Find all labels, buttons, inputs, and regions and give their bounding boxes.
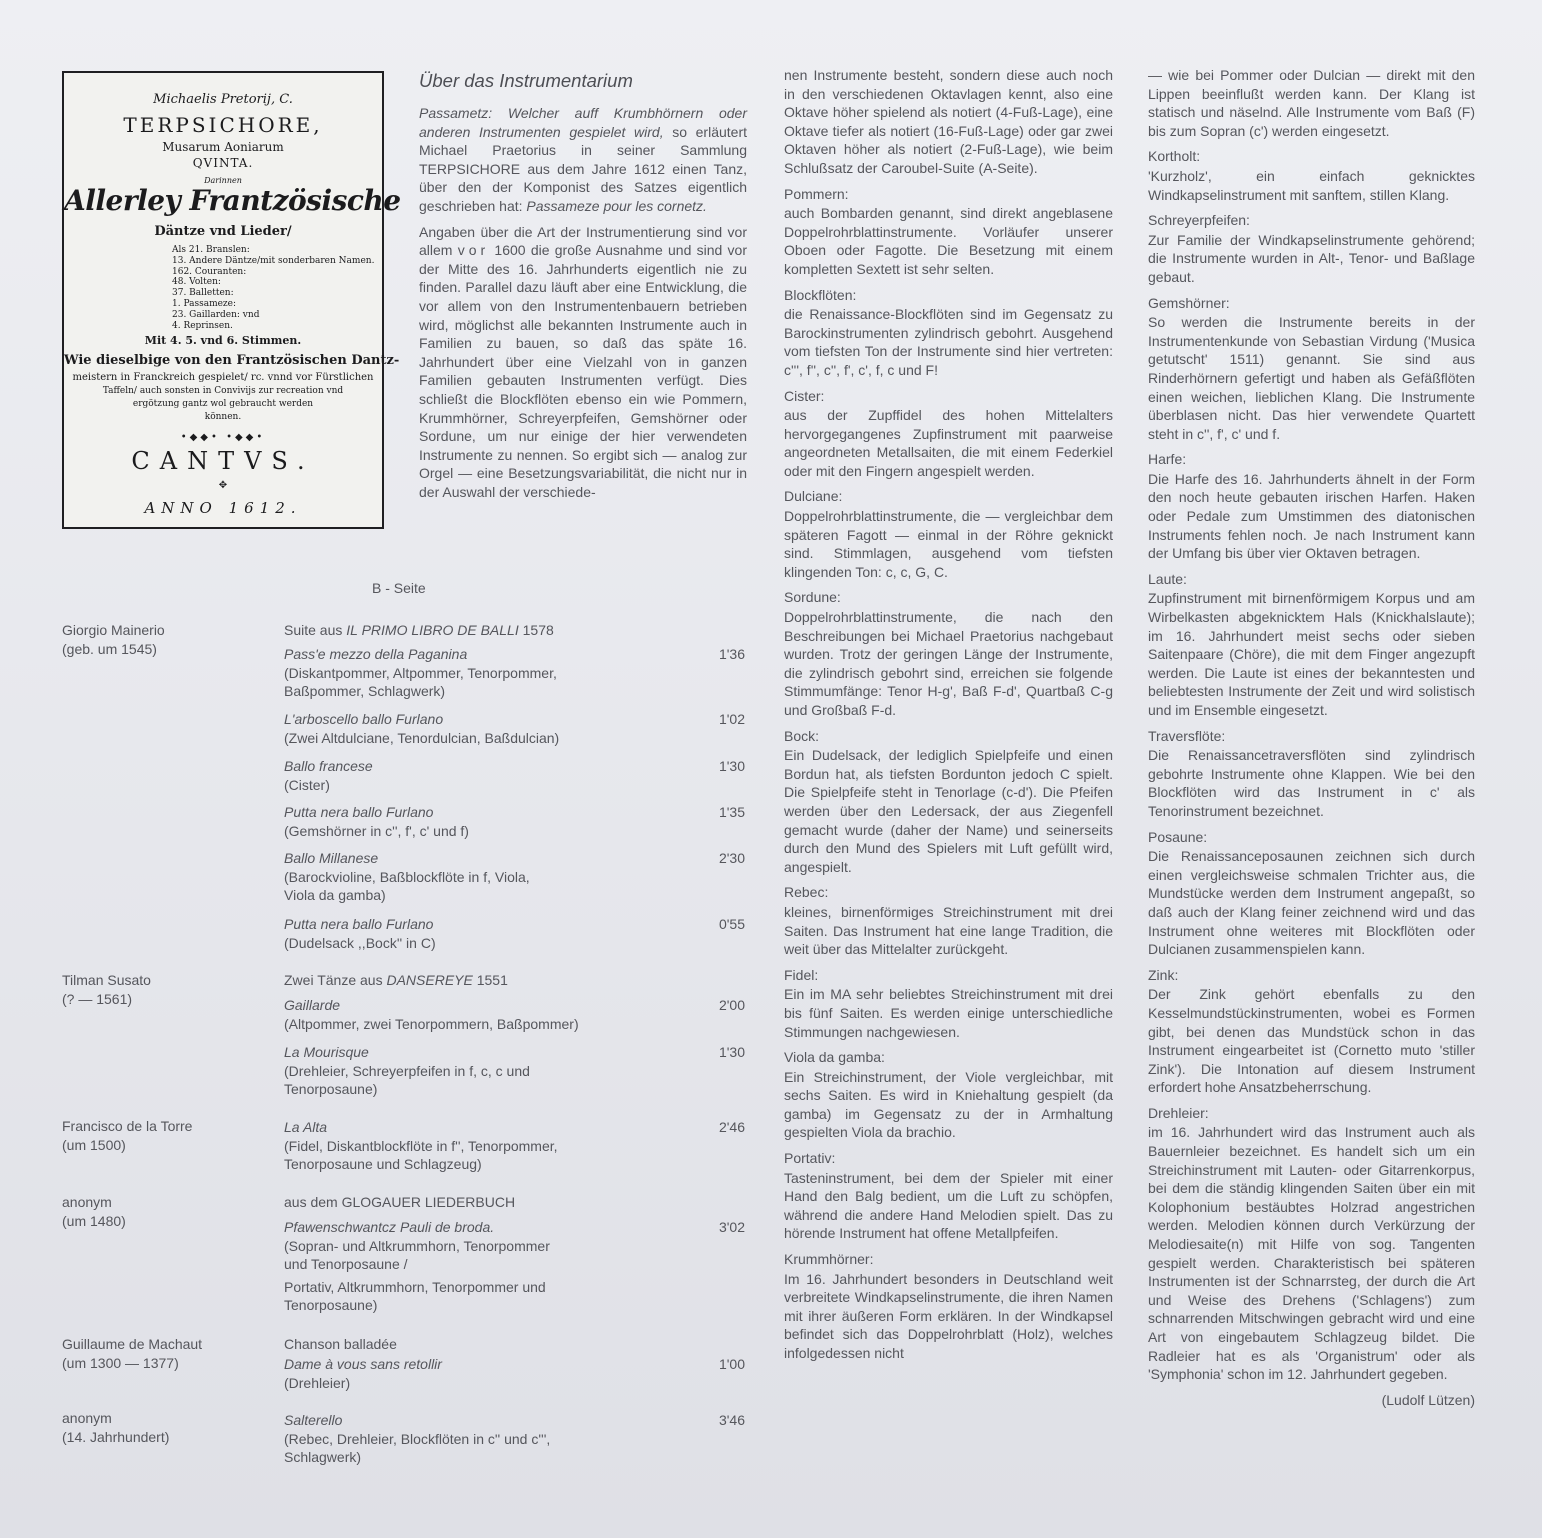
- instrument-description: die Renaissance-Blockflöten sind im Gegensatz zu Barockinstrumenten zylindrisch gebohrt. Ausgehend vom tiefsten Ton der Instrumente sind hier vertreten: c''', f'', c'', f', c', f, c und F!: [784, 306, 1113, 378]
- instrument-description: Im 16. Jahrhundert besonders in Deutschland weit verbreitete Windkapselinstrumente, die ihren Namen mit ihrer äußeren Form erklären. In der Windkapsel befindet sich das Doppelrohrblatt (Holz), welches infolgedessen nicht: [784, 1270, 1113, 1361]
- plate-list-item: 13. Andere Däntze/mit sonderbaren Namen.: [172, 255, 375, 266]
- plate-text-line: meistern in Franckreich gespielet/ rc. vnnd vor Fürstlichen: [72, 372, 374, 383]
- instrument-description: aus der Zupffidel des hohen Mittelalters hervorgegangenes Zupfinstrument mit paarweise angeordneten Metallsaiten, die mit einem Federkiel oder mit den Fingern angespielt werden.: [784, 407, 1113, 479]
- instrument-label: Harfe:: [1148, 451, 1187, 468]
- track-title: Putta nera ballo Furlano: [284, 804, 434, 820]
- body-text: 1600 die große Ausnahme und sind vor der Mitte des 16. Jahrhunderts eigentlich nie zu finden. Parallel dazu läuft aber eine Entwicklung, die vor allem von den Instrumentenbauern betrieben wird, möglichst alle bekannten Instrumente auch in Familien zu bauen, so daß das späte 16. Jahrhundert über eine Vielzahl von in ganzen Familien gebauten Instrumenten verfügt. Dies schließt die Blockflöten ebenso ein wie Pommern, Krummhörner, Schreyerpfeifen, Gemshörner oder Sordune, um nur einige der hier verwendeten Instrumente zu nennen. So ergibt sich — analog zur Orgel — eine Besetzungsvariabilität, die nicht nur in der Auswahl der verschiede-: [419, 242, 747, 500]
- side-label: B - Seite: [372, 580, 426, 596]
- track-title: Pass'e mezzo della Paganina: [284, 646, 468, 662]
- intro-paragraph: [419, 104, 747, 216]
- instrument-description: Ein Streichinstrument, der Viole vergleichbar, mit sechs Saiten. Es wird in Kniehaltung gespielt (da gamba) im Gegensatz zu der in Armhaltung gespielten Viola da brachio.: [784, 1068, 1113, 1141]
- plate-text-line: Taffeln/ auch sonsten in Convivijs zur recreation vnd: [102, 386, 344, 396]
- work-collection-title: DANSEREYE: [386, 972, 473, 988]
- composer-name: Tilman Susato: [62, 972, 151, 988]
- intro-quote: Passametz: Welcher auff Krumbhörnern oder anderen Instrumenten gespielet wird,: [419, 105, 747, 140]
- track-instrumentation: Baßpommer, Schlagwerk): [284, 683, 446, 700]
- track-instrumentation: Schlagwerk): [284, 1449, 362, 1466]
- track-duration: 1'30: [718, 1044, 745, 1060]
- instrument-label: Zink:: [1148, 966, 1179, 983]
- instrument-column-2: [1148, 66, 1475, 1409]
- plate-dance-list: [172, 245, 374, 331]
- track-duration: 2'00: [718, 997, 745, 1013]
- work-header: [284, 1193, 515, 1212]
- work-header-text: Suite aus: [284, 622, 347, 638]
- track-title: Putta nera ballo Furlano: [284, 916, 434, 932]
- work-collection-title: IL PRIMO LIBRO DE BALLI: [346, 622, 519, 638]
- track-instrumentation: (Sopran- und Altkrummhorn, Tenorpommer: [284, 1237, 550, 1254]
- track-duration: 0'55: [718, 916, 745, 932]
- track-instrumentation: (Barockvioline, Baßblockflöte in f, Viola,: [284, 868, 530, 885]
- instrument-label: Portativ:: [784, 1150, 836, 1167]
- instrument-label: Laute:: [1148, 570, 1187, 587]
- plate-text-line: können.: [204, 412, 242, 422]
- track-instrumentation: (Rebec, Drehleier, Blockflöten in c'' und c''',: [284, 1430, 551, 1447]
- plate-voices-line: Mit 4. 5. vnd 6. Stimmen.: [144, 334, 302, 347]
- composer-dates: (um 1500): [62, 1137, 126, 1153]
- plate-text-line: Wie dieselbige von den Frantzösischen Dantz-: [64, 353, 400, 368]
- instrument-description: Die Harfe des 16. Jahrhunderts ähnelt in der Form den noch heute gebauten irischen Harfen. Haken oder Pedale zum Umstimmen des diatonischen Instruments fehlen noch. Je nach Instrument kann der Umfang bis über vier Oktaven betragen.: [1148, 470, 1475, 562]
- track-duration: 1'36: [718, 646, 745, 662]
- instrument-label: Dulciane:: [784, 488, 843, 505]
- track-title: L'arboscello ballo Furlano: [284, 711, 444, 727]
- plate-list-item: 37. Balletten:: [172, 288, 234, 299]
- track-title: Ballo francese: [284, 758, 373, 774]
- track-duration: 1'00: [718, 1356, 745, 1372]
- plate-list-item: 4. Reprinsen.: [172, 320, 233, 331]
- instrument-label: Schreyerpfeifen:: [1148, 212, 1250, 229]
- instrument-label: Fidel:: [784, 966, 819, 983]
- track-instrumentation: (Dudelsack ,,Bock'' in C): [284, 934, 436, 951]
- plate-subtitle-1: Musarum Aoniarum: [162, 140, 284, 154]
- instrument-description: Zupfinstrument mit birnenförmigem Korpus und am Wirbelkasten abgeknicktem Hals (Knickhalslaute); im 16. Jahrhundert meist sechs oder sieben Saitenpaare (Chöre), die mit dem Finger angezupft werden. Die Laute ist eines der bekanntesten und beliebtesten Instrumente der Zeit und wird solistisch und im Ensemble eingesetzt.: [1148, 590, 1475, 718]
- instrument-description: Ein Dudelsack, der lediglich Spielpfeife und einen Bordun hat, als tiefsten Bordunton jedoch C spielt. Die Spielpfeife steht in Tenorlage (c-d'). Die Pfeifen werden über den Ledersack, der aus Ziegenfell gemacht wurde (daher der Name) und seinerseits durch den Mund des Spielers mit Luft gefüllt wird, angespielt.: [784, 747, 1113, 875]
- plate-list-item: 48. Volten:: [172, 277, 221, 288]
- instrument-description: auch Bombarden genannt, sind direkt angeblasene Doppelrohrblattinstrumente. Vorläufer unserer Oboen oder Fagotte. Die Besetzung mit einem kompletten Sextett ist sehr selten.: [784, 205, 1113, 277]
- instrument-description: 'Kurzholz', ein einfach geknicktes Windkapselinstrument mit sanftem, stillen Klang.: [1148, 167, 1475, 203]
- instrument-description: Die Renaissancetraversflöten sind zylindrisch gebohrte Instrumente ohne Klappen. Wie bei den Blockflöten wird das Instrument in c' als Tenorinstrument bezeichnet.: [1148, 747, 1475, 819]
- instrument-description: Zur Familie der Windkapselinstrumente gehörend; die Instrumente wurden in Alt-, Tenor- und Baßlage gebaut.: [1148, 231, 1475, 285]
- instrument-column-1: [784, 66, 1113, 1370]
- body-text: Angaben über die Art der Instrumentierung sind vor allem: [419, 223, 747, 259]
- instrument-label: Sordune:: [784, 589, 841, 606]
- composer-dates: (? — 1561): [62, 991, 133, 1007]
- work-header: [284, 621, 554, 640]
- instrument-label: Traversflöte:: [1148, 727, 1226, 744]
- work-header-text: aus dem GLOGAUER LIEDERBUCH: [284, 1194, 516, 1210]
- composer-name: Francisco de la Torre: [62, 1118, 193, 1134]
- plate-dances-line: Däntze vnd Lieder/: [154, 224, 292, 239]
- instrument-description: Die Renaissanceposaunen zeichnen sich durch einen vergleichsweise schmalen Trichter aus, die Mundstücke werden dem Instrument angepaßt, so daß auch der Klang feiner zeichnend wird und das Instrument ohne weiteres mit Blockflöten oder Dulcianen zusammenspielen kann.: [1148, 848, 1475, 958]
- instrument-description: Tasteninstrument, bei dem der Spieler mit einer Hand den Balg bedient, um die Luft zu schöpfen, während die andere Hand Melodien spielt. Das zu hörende Instrument hat offene Metallpfeifen.: [784, 1169, 1113, 1242]
- work-header: [284, 971, 508, 990]
- composer-dates: (geb. um 1545): [62, 641, 157, 657]
- track-title: Ballo Millanese: [284, 850, 379, 866]
- instrument-description: nen Instrumente besteht, sondern diese auch noch in den verschiedenen Oktavlagen kennt, also eine Oktave höher spielend als notiert (4-Fuß-Lage), eine Oktave tiefer als notiert (16-Fuß-Lage) oder gar zwei Oktaven höher als notiert (2-Fuß-Lage), wie beim Schlußsatz der Caroubel-Suite (A-Seite).: [784, 67, 1113, 176]
- author-signature: (Ludolf Lützen): [1381, 1391, 1475, 1408]
- track-title: La Mourisque: [284, 1044, 369, 1060]
- track-instrumentation: (Altpommer, zwei Tenorpommern, Baßpommer): [284, 1015, 579, 1032]
- work-header: [284, 1335, 397, 1354]
- composer-name: anonym: [62, 1194, 112, 1210]
- track-title: La Alta: [284, 1119, 328, 1135]
- instrument-label: Bock:: [784, 727, 820, 744]
- track-instrumentation: und Tenorposaune /: [284, 1256, 408, 1273]
- title-plate-image: [62, 71, 401, 529]
- track-instrumentation: (Fidel, Diskantblockflöte in f'', Tenorpommer,: [284, 1137, 558, 1154]
- intro-column: [419, 104, 747, 508]
- track-instrumentation: (Cister): [284, 776, 330, 793]
- instrument-description: Doppelrohrblattinstrumente, die nach den Beschreibungen bei Michael Praetorius nachgebaut wurden. Trotz der geringen Länge der Instrumente, die zylindrisch gebohrt sind, erreichen sie folgende Stimmumfänge: Tenor H-g', Baß F-d', Quartbaß C-g und Großbaß F-d.: [784, 609, 1113, 718]
- instrument-label: Posaune:: [1148, 828, 1208, 845]
- plate-list-item: 23. Gaillarden: vnd: [172, 309, 260, 320]
- plate-author: Michaelis Pretorij, C.: [153, 92, 293, 107]
- composer-dates: (um 1480): [62, 1213, 126, 1229]
- track-instrumentation: Tenorposaune): [284, 1297, 378, 1314]
- track-instrumentation: (Drehleier): [284, 1374, 351, 1391]
- track-title: Dame à vous sans retollir: [284, 1356, 442, 1372]
- track-instrumentation: Tenorposaune): [284, 1081, 378, 1098]
- instrument-label: Krummhörner:: [784, 1251, 874, 1268]
- plate-work-title: TERPSICHORE,: [123, 113, 323, 137]
- plate-cantus: CANTVS.: [131, 447, 315, 475]
- track-instrumentation: Viola da gamba): [284, 887, 386, 904]
- work-header-text: Chanson balladée: [284, 1336, 397, 1352]
- plate-darin: Darinnen: [204, 176, 242, 185]
- instrument-label: Gemshörner:: [1148, 294, 1230, 311]
- plate-year: ANNO 1612.: [144, 499, 302, 517]
- plate-ornament: •◆◆• •◆◆•: [180, 432, 266, 443]
- composer-dates: (um 1300 — 1377): [62, 1355, 179, 1371]
- instrument-description: kleines, birnenförmiges Streichinstrument mit drei Saiten. Das Instrument hat eine lange Tradition, die weit über das Mittelalter zurückgeht.: [784, 903, 1113, 958]
- track-duration: 3'02: [718, 1219, 745, 1235]
- instrument-label: Kortholt:: [1148, 148, 1201, 165]
- track-duration: 1'02: [718, 711, 745, 727]
- track-duration: 2'46: [718, 1119, 745, 1135]
- composer-name: anonym: [62, 1410, 112, 1426]
- work-year: 1551: [472, 972, 508, 988]
- instrument-label: Viola da gamba:: [784, 1049, 885, 1066]
- instrument-description: — wie bei Pommer oder Dulcian — direkt mit den Lippen beeinflußt werden kann. Der Klang ist statisch und näselnd. Alle Instrumente vom Baß (F) bis zum Sopran (c') werden eingesetzt.: [1148, 67, 1475, 139]
- plate-list-item: 162. Couranten:: [172, 266, 247, 277]
- track-duration: 1'35: [718, 804, 745, 820]
- instrument-label: Blockflöten:: [784, 286, 857, 303]
- intro-title: Passameze pour les cornetz.: [526, 197, 707, 214]
- spaced-word: vor: [457, 242, 490, 259]
- intro-text: so erläutert Michael Praetorius in seiner Sammlung TERPSICHORE aus dem Jahre 1612 einen Tanz, über den der Komponist des Satzes eigentlich geschrieben hat:: [419, 123, 747, 214]
- plate-list-item: Als 21. Branslen:: [172, 245, 250, 255]
- track-duration: 1'30: [718, 758, 745, 774]
- track-instrumentation: Tenorposaune und Schlagzeug): [284, 1156, 482, 1173]
- instrument-label: Drehleier:: [1148, 1104, 1209, 1121]
- track-duration: 2'30: [718, 850, 745, 866]
- track-instrumentation: Portativ, Altkrummhorn, Tenorpommer und: [284, 1278, 546, 1295]
- plate-subtitle-2: QVINTA.: [192, 156, 254, 170]
- track-instrumentation: (Diskantpommer, Altpommer, Tenorpommer,: [284, 664, 557, 681]
- track-title: Salterello: [284, 1412, 343, 1428]
- track-instrumentation: (Gemshörner in c'', f', c' und f): [284, 822, 469, 839]
- plate-main-heading: Allerley Frantzösische: [64, 184, 401, 217]
- instrument-label: Cister:: [784, 387, 825, 404]
- instrument-label: Pommern:: [784, 185, 849, 202]
- composer-name: Guillaume de Machaut: [62, 1336, 203, 1352]
- work-header-text: Zwei Tänze aus: [284, 972, 387, 988]
- plate-list-item: 1. Passameze:: [172, 298, 237, 309]
- plate-ornament-2: ✥: [218, 480, 228, 491]
- instrument-description: So werden die Instrumente bereits in der Instrumentenkunde von Sebastian Virdung ('Musica getutscht' 1511) genannt. Sie sind aus Rinderhörnern gefertigt und haben als Gefäßflöten einen weichen, lieblichen Klang. Die Instrumente überblasen nicht. Das hier verwendete Quartett steht in c'', f', c' und f.: [1148, 314, 1475, 442]
- work-year: 1578: [518, 622, 554, 638]
- instrument-description: Doppelrohrblattinstrumente, die — vergleichbar dem späteren Fagott — einmal in der Röhre geknickt sind. Stimmlagen, ausgehend vom tiefsten klingenden Ton: c, c, G, C.: [784, 508, 1113, 580]
- plate-text-line: ergötzung gantz wol gebraucht werden: [132, 399, 314, 409]
- instrument-description: Der Zink gehört ebenfalls zu den Kesselmundstückinstrumenten, wobei es Formen gibt, bei denen das Mundstück schon in das Instrument eingearbeitet ist (Cornetto muto 'stiller Zink'). Die Intonation auf diesem Instrument erfordert hohe Ansatzbeherrschung.: [1148, 986, 1475, 1096]
- instrument-label: Rebec:: [784, 884, 829, 901]
- composer-dates: (14. Jahrhundert): [62, 1429, 170, 1445]
- instrument-description: im 16. Jahrhundert wird das Instrument auch als Bauernleier bezeichnet. Es handelt sich um ein Streichinstrument mit Lauten- oder Gitarrenkorpus, bei dem die ständig klingenden Saiten über ein mit Kolophonium bestäubtes Holzrad angestrichen werden. Melodien können durch Verkürzung der Melodiesaite(n) mit Hilfe von sog. Tangenten gespielt werden. Charakteristisch bei späteren Instrumenten ist der Schnarrsteg, der durch die Art und Weise des Drehens ('Schlagens') zum schnarrenden Mitschwingen gebracht wird und eine Art von eingebautem Schlagzeug bildet. Die Radleier hat es als 'Organistrum' oder als 'Symphonia' schon im 12. Jahrhundert gegeben.: [1148, 1124, 1475, 1383]
- track-instrumentation: (Drehleier, Schreyerpfeifen in f, c, c und: [284, 1062, 530, 1079]
- composer-name: Giorgio Mainerio: [62, 622, 165, 638]
- track-duration: 3'46: [718, 1412, 745, 1428]
- track-title: Gaillarde: [284, 997, 341, 1013]
- track-title: Pfawenschwantcz Pauli de broda.: [284, 1219, 495, 1235]
- track-instrumentation: (Zwei Altdulciane, Tenordulcian, Baßdulcian): [284, 729, 560, 746]
- instrument-description: Ein im MA sehr beliebtes Streichinstrument mit drei bis fünf Saiten. Es werden einige unterschiedliche Stimmungen nachgewiesen.: [784, 986, 1113, 1040]
- section-heading: Über das Instrumentarium: [419, 70, 633, 91]
- body-paragraph: [419, 223, 747, 502]
